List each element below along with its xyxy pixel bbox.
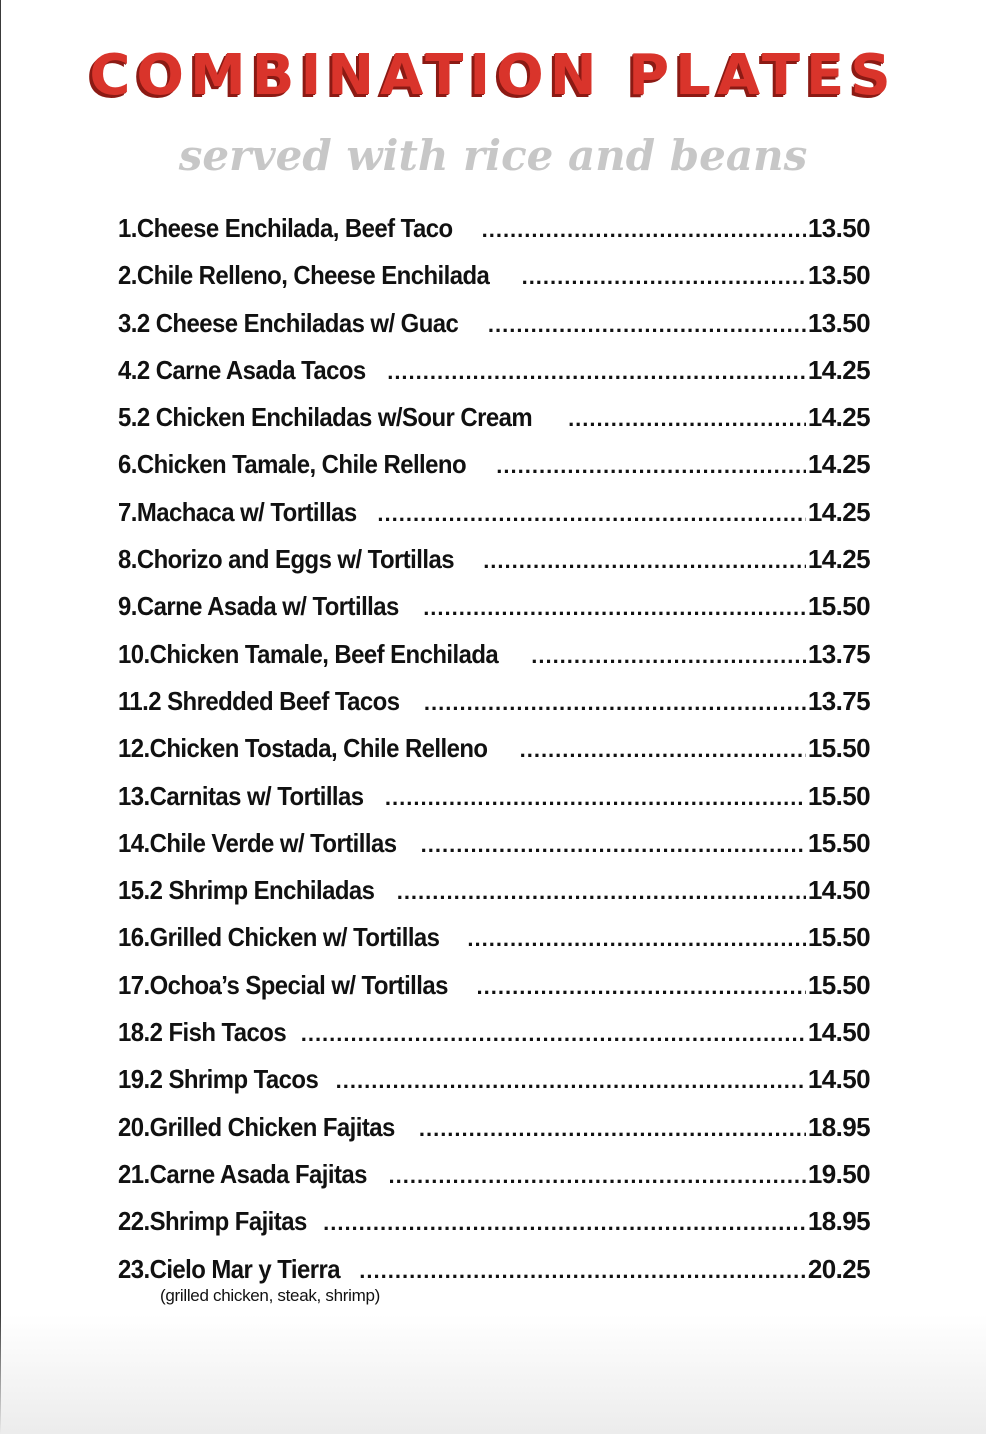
menu-item-name: 12.Chicken Tostada, Chile Relleno: [118, 733, 488, 764]
menu-item: [118, 583, 870, 630]
dot-leader: [496, 442, 806, 489]
menu-item-price: 14.25: [807, 544, 870, 575]
menu-item-price: 14.25: [807, 449, 870, 480]
dot-leader: [385, 774, 806, 821]
dot-leader: [336, 1057, 806, 1104]
dot-leader: [520, 726, 806, 773]
menu-item: [118, 1198, 870, 1245]
menu-item-price: 15.50: [807, 733, 870, 764]
menu-item-price: 15.50: [807, 922, 870, 953]
menu-item: [118, 725, 870, 772]
menu-item: [118, 252, 870, 299]
dot-leader: [389, 1152, 806, 1199]
menu-item-price: 15.50: [807, 591, 870, 622]
page-bottom-shadow: [0, 1314, 986, 1434]
menu-item-name: 6.Chicken Tamale, Chile Relleno: [118, 449, 467, 480]
dot-leader: [568, 395, 806, 442]
menu-item: [118, 631, 870, 678]
dot-leader: [421, 821, 806, 868]
dot-leader: [477, 963, 806, 1010]
menu-item: [118, 489, 870, 536]
dot-leader: [522, 253, 806, 300]
menu-item-price: 19.50: [807, 1158, 870, 1189]
menu-item-price: 13.50: [807, 307, 870, 338]
item-23-note: (grilled chicken, steak, shrimp): [160, 1286, 380, 1305]
menu-item: [118, 1104, 870, 1151]
dot-leader: [419, 1105, 806, 1152]
menu-item-name: 14.Chile Verde w/ Tortillas: [118, 827, 397, 858]
menu-item: [118, 536, 870, 583]
menu-item-name: 8.Chorizo and Eggs w/ Tortillas: [118, 544, 454, 575]
menu-item-price: 20.25: [807, 1253, 870, 1284]
menu-item-name: 23.Cielo Mar y Tierra: [118, 1253, 340, 1284]
menu-item-name: 2.Chile Relleno, Cheese Enchilada: [118, 260, 490, 291]
menu-item-price: 18.95: [807, 1206, 870, 1237]
menu-item-name: 13.Carnitas w/ Tortillas: [118, 780, 364, 811]
menu-item-price: 14.25: [807, 402, 870, 433]
dot-leader: [467, 915, 806, 962]
dot-leader: [301, 1010, 806, 1057]
dot-leader: [482, 206, 806, 253]
dot-leader: [323, 1199, 806, 1246]
menu-item-name: 1.Cheese Enchilada, Beef Taco: [118, 213, 453, 243]
dot-leader: [531, 632, 806, 679]
menu-item-name: 10.Chicken Tamale, Beef Enchilada: [118, 638, 499, 669]
dot-leader: [397, 868, 806, 915]
menu-item-price: 18.95: [807, 1111, 870, 1142]
menu-item-name: 16.Grilled Chicken w/ Tortillas: [118, 922, 440, 953]
menu-item-name: 20.Grilled Chicken Fajitas: [118, 1111, 395, 1142]
menu-item-name: 3.2 Cheese Enchiladas w/ Guac: [118, 307, 459, 338]
menu-title: COMBINATION PLATES: [89, 43, 897, 108]
menu-item: [118, 914, 870, 961]
page-left-border: [0, 0, 1, 1434]
menu-item-price: 15.50: [807, 827, 870, 858]
menu-item-name: 21.Carne Asada Fajitas: [118, 1158, 367, 1189]
menu-item: [118, 820, 870, 867]
menu-item-name: 9.Carne Asada w/ Tortillas: [118, 591, 399, 622]
menu-item: [118, 1009, 870, 1056]
menu-item-price: 13.50: [807, 260, 870, 291]
menu-item-name: 18.2 Fish Tacos: [118, 1017, 287, 1048]
dot-leader: [387, 348, 806, 395]
dot-leader: [359, 1247, 806, 1294]
menu-item-name: 19.2 Shrimp Tacos: [118, 1064, 319, 1095]
dot-leader: [483, 537, 806, 584]
menu-item-price: 15.50: [807, 780, 870, 811]
menu-item-price: 13.50: [807, 213, 870, 243]
menu-item: [118, 1151, 870, 1198]
dot-leader: [423, 584, 806, 631]
dot-leader: [424, 679, 806, 726]
menu-item-price: 13.75: [807, 685, 870, 716]
menu-item: [118, 441, 870, 488]
menu-item-price: 14.50: [807, 1064, 870, 1095]
menu-item: [118, 205, 870, 252]
menu-item-list: [118, 205, 870, 1293]
menu-item: [118, 678, 870, 725]
menu-item: [118, 962, 870, 1009]
menu-item-name: 11.2 Shredded Beef Tacos: [118, 685, 400, 716]
menu-item: [118, 867, 870, 914]
menu-item-price: 14.25: [807, 496, 870, 527]
menu-item: [118, 1056, 870, 1103]
menu-item-name: 15.2 Shrimp Enchiladas: [118, 875, 375, 906]
menu-item-name: 7.Machaca w/ Tortillas: [118, 496, 357, 527]
menu-item: [118, 773, 870, 820]
dot-leader: [377, 490, 806, 537]
menu-item-name: 17.Ochoa’s Special w/ Tortillas: [118, 969, 448, 1000]
menu-item: [118, 347, 870, 394]
menu-item-name: 4.2 Carne Asada Tacos: [118, 354, 366, 385]
menu-subtitle: served with rice and beans: [178, 131, 808, 180]
menu-item-price: 14.25: [807, 354, 870, 385]
menu-item-price: 14.50: [807, 875, 870, 906]
menu-item: [118, 394, 870, 441]
menu-item-name: 5.2 Chicken Enchiladas w/Sour Cream: [118, 402, 533, 433]
menu-item-price: 14.50: [807, 1017, 870, 1048]
dot-leader: [488, 301, 806, 348]
menu-item-name: 22.Shrimp Fajitas: [118, 1206, 307, 1237]
menu-item-price: 15.50: [807, 969, 870, 1000]
menu-item: [118, 300, 870, 347]
menu-item-price: 13.75: [807, 638, 870, 669]
